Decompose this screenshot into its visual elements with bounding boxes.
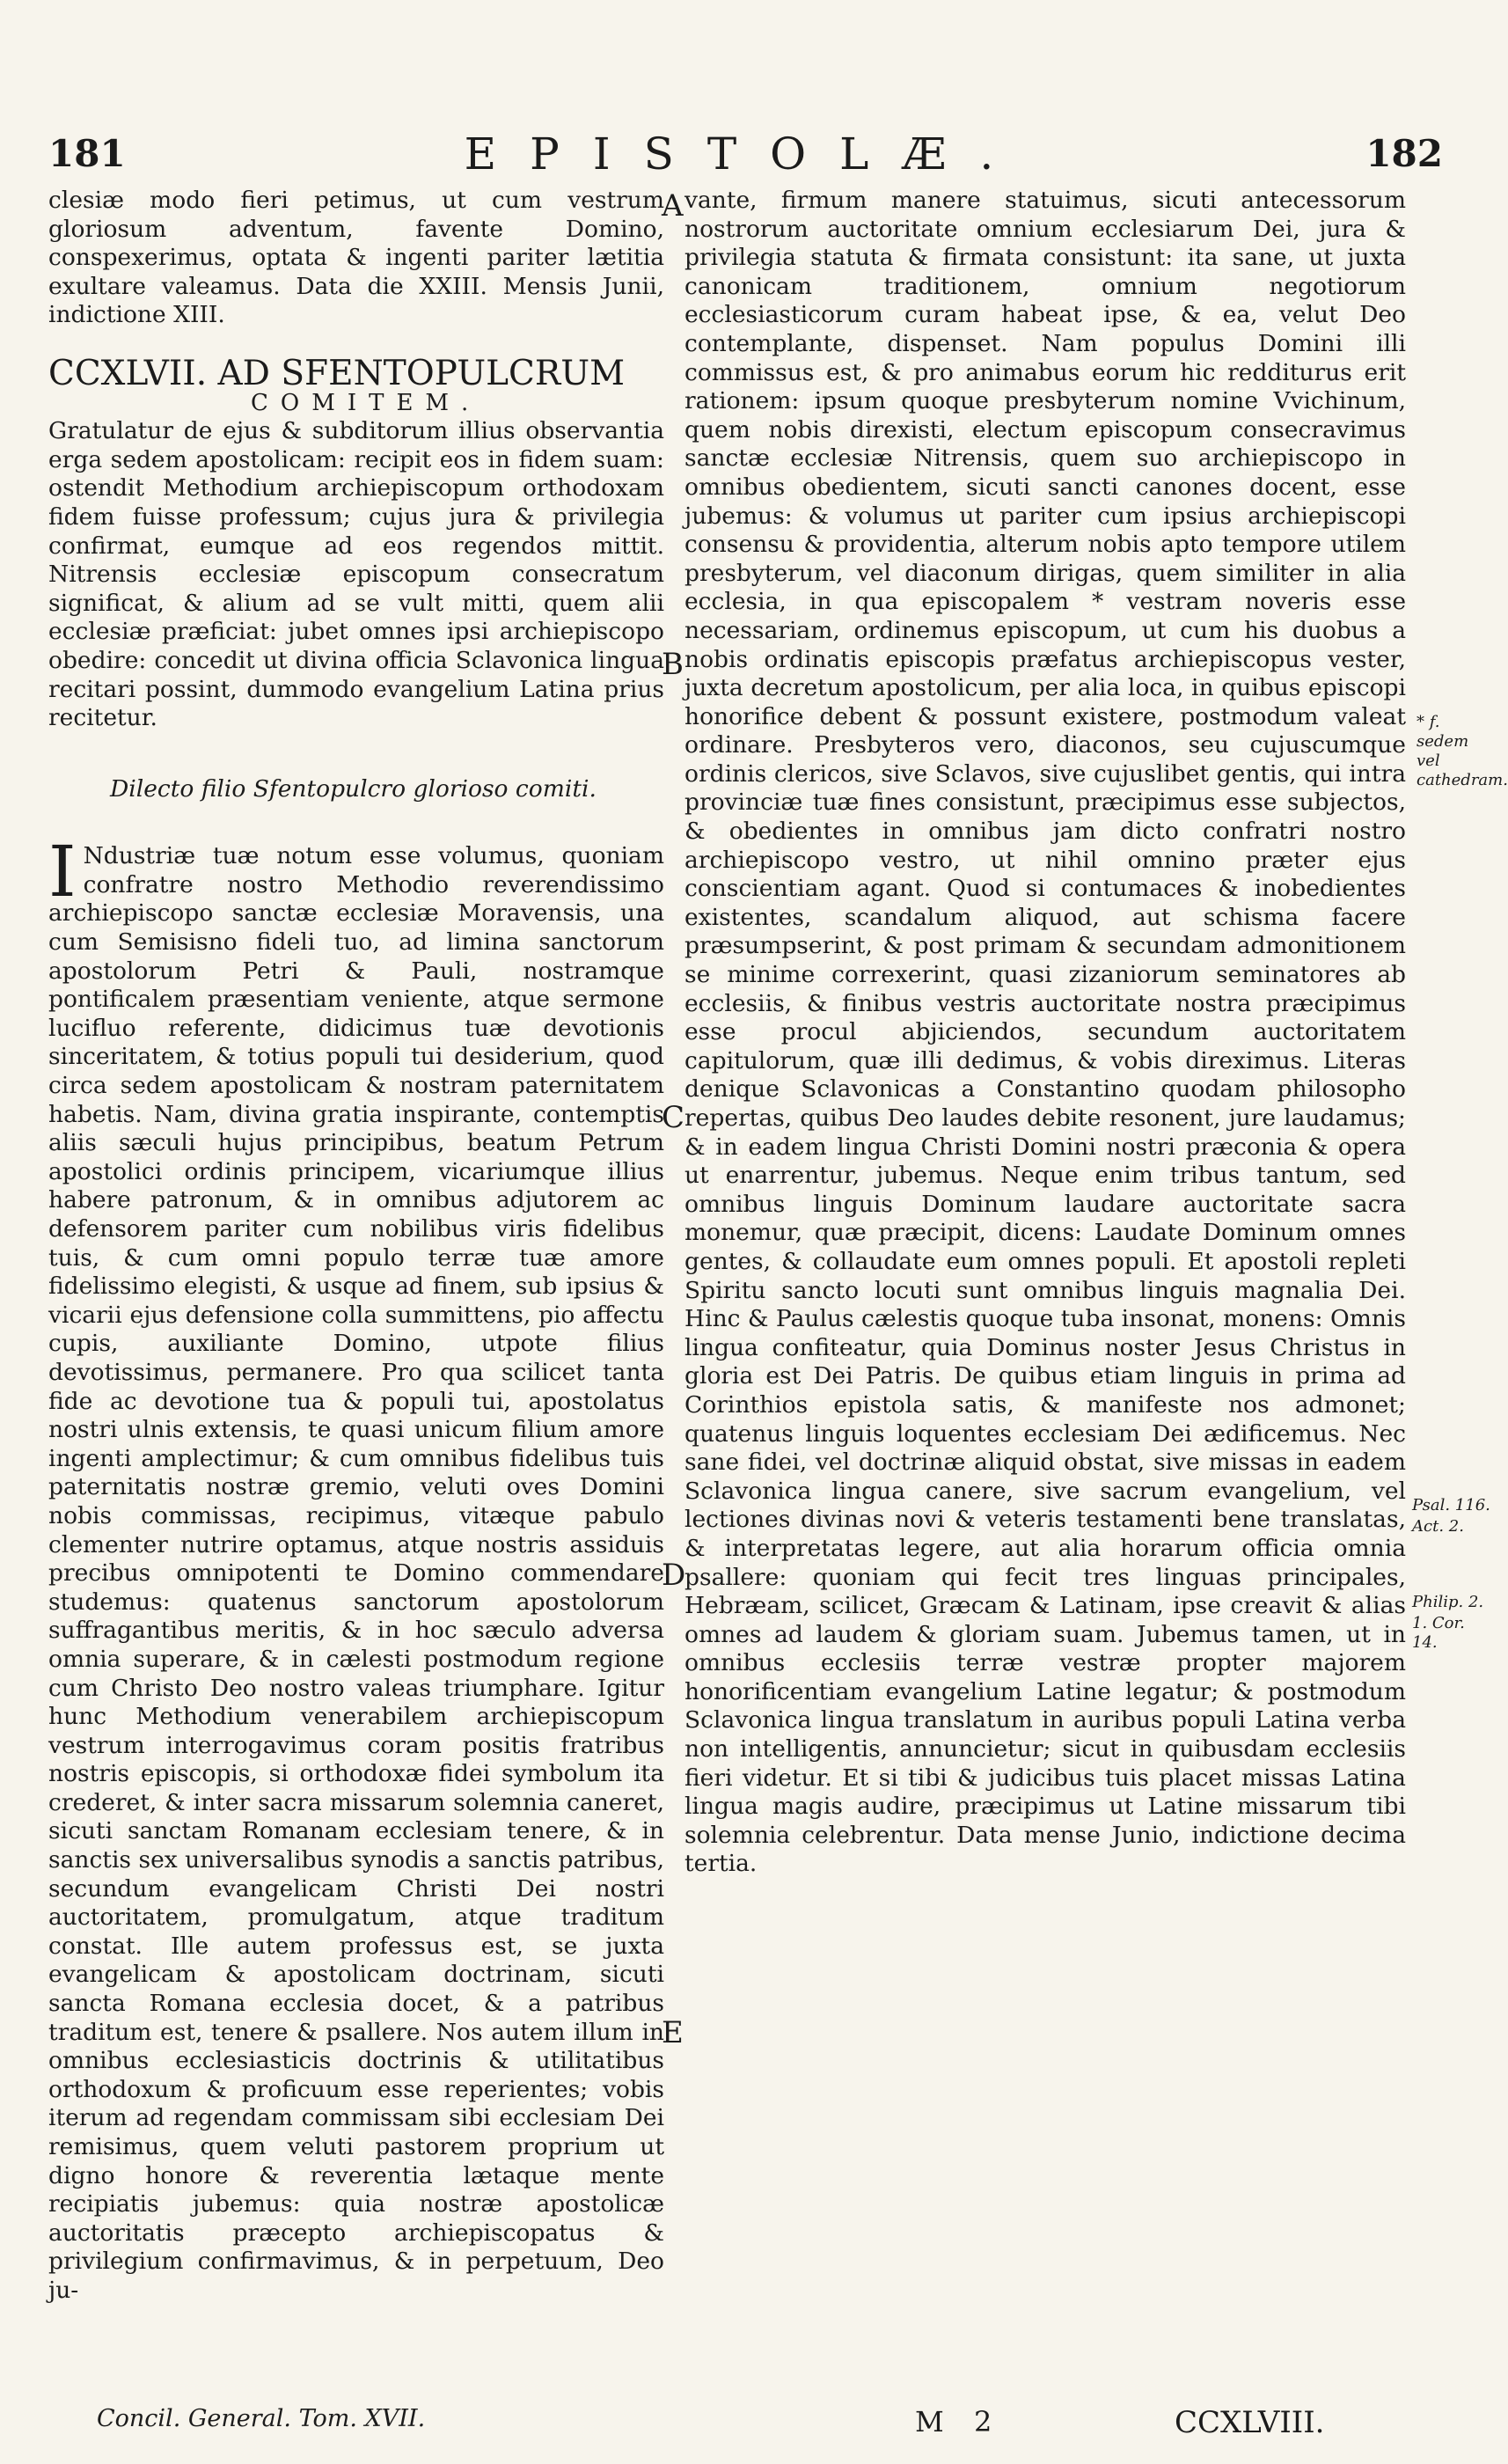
- right-column: [684, 187, 1406, 1879]
- salutation: Dilecto filio Sfentopulcro glorioso comiti.: [110, 774, 597, 803]
- running-header: [48, 128, 1443, 185]
- section-marker-e: E: [662, 2015, 684, 2050]
- letter-subheading: COMITEM.: [251, 389, 481, 416]
- section-marker-c: C: [662, 1100, 685, 1135]
- letter-body-left: [48, 831, 664, 2305]
- left-column: [48, 187, 664, 2306]
- letter-body-left-text: Ndustriæ tuæ notum esse volumus, quoniam confratre nostro Methodio reverendissimo archiepiscopo sanctæ ecclesiæ Moravensis, una cum Semisisno fideli tuo, ad limina sanctorum apostolorum Petri & Pauli, nostramque pontificalem præsentiam veniente, atque sermone lucifluo referente, didicimus tuæ devotionis sinceritatem, & totius populi tui desiderium, quod circa sedem apostolicam & nostram paternitatem habetis. Nam, divina gratia inspirante, contemptis aliis sæculi hujus principibus, beatum Petrum apostolici ordinis principem, vicariumque illius habere patronum, & in omnibus adjutorem ac defensorem pariter cum nobilibus viris fidelibus tuis, & cum omni populo terræ tuæ amore fidelissimo elegisti, & usque ad finem, sub ipsius & vicarii ejus defensione colla summittens, pio affectu cupis, auxiliante Domino, utpote filius devotissimus, permanere. Pro qua scilicet tanta fide ac devotione tua & populi tui, apostolatus nostri ulnis extensis, te quasi unicum filium amore ingenti amplectimur; & cum omnibus fidelibus tuis paternitatis nostræ gremio, veluti oves Domini nobis commissas, recipimus, vitæque pabulo clementer nutrire optamus, atque nostris assiduis precibus omnipotenti te Domino commendare studemus: quatenus sanctorum apostolorum suffragantibus meritis, & in hoc sæculo adversa omnia superare, & in cælesti postmodum regione cum Christo Deo nostro valeas triumphare. Igitur hunc Methodium venerabilem archiepiscopum vestrum interrogavimus coram positis fratribus nostris episcopis, si orthodoxæ fidei symbolum ita crederet, & inter sacra missarum solemnia caneret, sicuti sanctam Romanam ecclesiam tenere, & in sanctis sex universalibus synodis a sanctis patribus, secundum evangelicam Christi Dei nostri auctoritatem, promulgatum, atque traditum constat. Ille autem professus est, se juxta evangelicam & apostolicam doctrinam, sicuti sancta Romana ecclesia docet, & a patribus traditum est, tenere & psallere. Nos autem illum in omnibus ecclesiasticis doctrinis & utilitatibus orthodoxum & proficuum esse reperientes; vobis iterum ad regendam commissam sibi ecclesiam Dei remisimus, quem veluti pastorem proprium ut digno honore & reverentia lætaque mente recipiatis jubemus: quia nostræ apostolicæ auctoritatis præcepto archiepiscopatus & privilegium confirmavimus, & in perpetuum, Deo ju-: [48, 842, 664, 2304]
- drop-cap: I: [48, 831, 77, 913]
- margin-note-philippians: Philip. 2.: [1412, 1593, 1484, 1611]
- margin-note-corinthians: 1. Cor. 14.: [1412, 1614, 1465, 1652]
- footer-volume: Concil. General. Tom. XVII.: [97, 2405, 426, 2432]
- section-marker-d: D: [662, 1558, 686, 1593]
- letter-body-right: vante, firmum manere statuimus, sicuti antecessorum nostrorum auctoritate omnium ecclesiarum Dei, jura & privilegia statuta & firmata consistunt: ita sane, ut juxta canonicam traditionem, omnium negotiorum ecclesiasticorum curam habeat ipse, & ea, velut Deo contemplante, dispenset. Nam populus Domini illi commissus est, & pro animabus eorum hic redditurus erit rationem: ipsum quoque presbyterum nomine Vvichinum, quem nobis direxisti, electum episcopum consecravimus sanctæ ecclesiæ Nitrensis, quem suo archiepiscopo in omnibus obedientem, sicuti sancti canones docent, esse jubemus: & volumus ut pariter cum ipsius archiepiscopi consensu & providentia, alterum nobis apto tempore utilem presbyterum, vel diaconum dirigas, quem similiter in alia ecclesia, in qua episcopalem * vestram noveris esse necessariam, ordinemus episcopum, ut cum his duobus a nobis ordinatis episcopis præfatus archiepiscopus vester, juxta decretum apostolicum, per alia loca, in quibus episcopi honorifice debent & possunt existere, postmodum valeat ordinare. Presbyteros vero, diaconos, seu cujuscumque ordinis clericos, sive Sclavos, sive cujuslibet gentis, qui intra provinciæ tuæ fines consistunt, præcipimus esse subjectos, & obedientes in omnibus jam dicto confratri nostro archiepiscopo vestro, ut nihil omnino præter ejus conscientiam agant. Quod si contumaces & inobedientes existentes, scandalum aliquod, aut schisma facere præsumpserint, & post primam & secundam admonitionem se minime correxerint, quasi zizaniorum seminatores ab ecclesiis, & finibus vestris auctoritate nostra præcipimus esse procul abjiciendos, secundum auctoritatem capitulorum, quæ illi dedimus, & vobis direximus. Literas denique Sclavonicas a Constantino quodam philosopho repertas, quibus Deo laudes debite resonent, jure laudamus; & in eadem lingua Christi Domini nostri præconia & opera ut enarrentur, jubemus. Neque enim tribus tantum, sed omnibus linguis Dominum laudare auctoritate sacra monemur, quæ præcipit, dicens: Laudate Dominum omnes gentes, & collaudate eum omnes populi. Et apostoli repleti Spiritu sancto locuti sunt omnibus linguis magnalia Dei. Hinc & Paulus cælestis quoque tuba insonat, monens: Omnis lingua confiteatur, quia Dominus noster Jesus Christus in gloria est Dei Patris. De quibus etiam linguis in prima ad Corinthios epistola satis, & manifeste nos admonet; quatenus linguis loquentes ecclesiam Dei ædificemus. Nec sane fidei, vel doctrinæ aliquid obstat, sive missas in eadem Sclavonica lingua canere, sive sacrum evangelium, vel lectiones divinas novi & veteris testamenti bene translatas, & interpretatas legere, aut alia horarum officia omnia psallere: quoniam qui fecit tres linguas principales, Hebræam, scilicet, Græcam & Latinam, ipse creavit & alias omnes ad laudem & gloriam suam. Jubemus tamen, ut in omnibus ecclesiis terræ vestræ propter majorem honorificentiam evangelium Latine legatur; & postmodum Sclavonica lingua translatum in auribus populi Latina verba non intelligentis, annuncietur; sicut in quibusdam ecclesiis fieri videtur. Et si tibi & judicibus tuis placet missas Latina lingua magis audire, præcipimus ut Latine missarum tibi solemnia celebrentur. Data mense Junio, indictione decima tertia.: [684, 187, 1406, 1878]
- letter-heading: CCXLVII. AD SFENTOPULCRUM: [48, 353, 626, 393]
- section-marker-a: A: [662, 188, 684, 224]
- page-number-left: 181: [48, 132, 126, 175]
- margin-note-psalm: Psal. 116.: [1412, 1496, 1490, 1514]
- footer-catchword: CCXLVIII.: [1175, 2405, 1325, 2440]
- margin-note-sedem: * f. sedem vel cathedram.: [1416, 713, 1508, 789]
- footer-signature: M 2: [915, 2405, 1003, 2438]
- left-intro-text: clesiæ modo fieri petimus, ut cum vestrum gloriosum adventum, favente Domino, conspexerimus, optata & ingenti pariter lætitia exultare valeamus. Data die XXIII. Mensis Junii, indictione XIII.: [48, 187, 664, 329]
- page-number-right: 182: [1365, 132, 1443, 175]
- section-marker-b: B: [662, 647, 684, 682]
- margin-note-acts: Act. 2.: [1412, 1517, 1464, 1536]
- running-title: EPISTOLÆ.: [464, 128, 1028, 180]
- letter-summary: Gratulatur de ejus & subditorum illius observantia erga sedem apostolicam: recipit eos in fidem suam: ostendit Methodium archiepiscopum orthodoxam fidem fuisse professum; cujus jura & privilegia confirmat, eumque ad eos regendos mittit. Nitrensis ecclesiæ episcopum consecratum significat, & alium ad se vult mitti, quem alii ecclesiæ præficiat: jubet omnes ipsi archiepiscopo obedire: concedit ut divina officia Sclavonica lingua recitari possint, dummodo evangelium Latina prius recitetur.: [48, 417, 664, 732]
